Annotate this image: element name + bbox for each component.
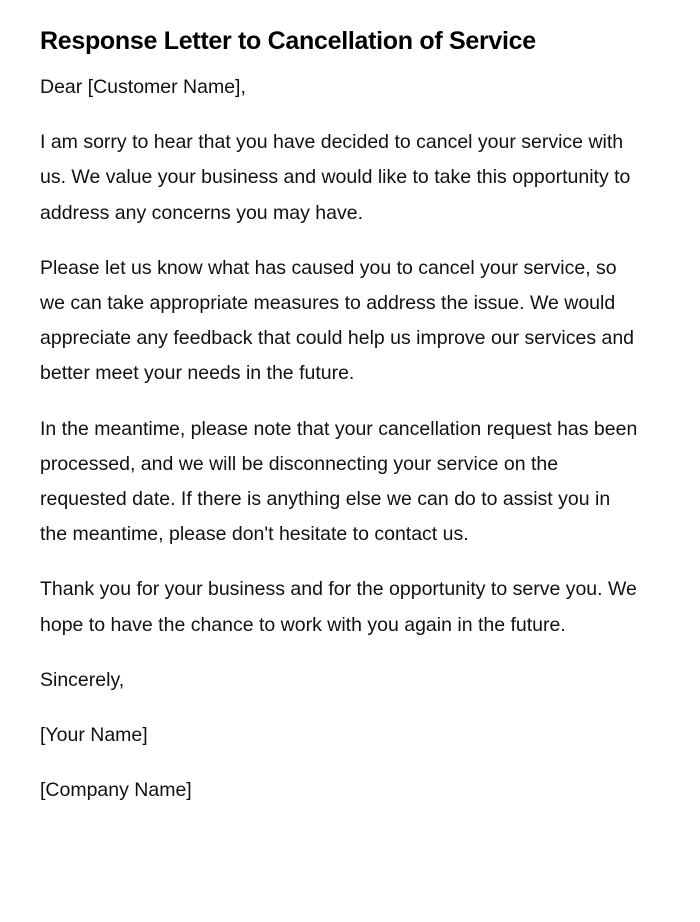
letter-document	[40, 24, 640, 808]
letter-greeting: Dear [Customer Name],	[40, 76, 246, 98]
company-name: [Company Name]	[40, 779, 192, 802]
letter-paragraph-1: I am sorry to hear that you have decided to cancel your service with us. We value your business and would like to take this opportunity to address any concerns you may have.	[40, 131, 631, 224]
letter-closing: Sincerely,	[40, 668, 125, 691]
letter-paragraph-3: In the meantime, please note that your cancellation request has been processed, and we will be disconnecting your service on the requested date. If there is anything else we can do to assist you in the meantime, please don't hesitate to contact us.	[40, 417, 638, 546]
sender-name: [Your Name]	[40, 724, 148, 747]
letter-paragraph-4: Thank you for your business and for the opportunity to serve you. We hope to have the chance to work with you again in the future.	[40, 578, 637, 636]
letter-title: Response Letter to Cancellation of Service	[40, 27, 536, 55]
letter-paragraph-2: Please let us know what has caused you to cancel your service, so we can take appropriate measures to address the issue. We would appreciate any feedback that could help us improve our services and better meet your needs in the future.	[40, 256, 635, 385]
